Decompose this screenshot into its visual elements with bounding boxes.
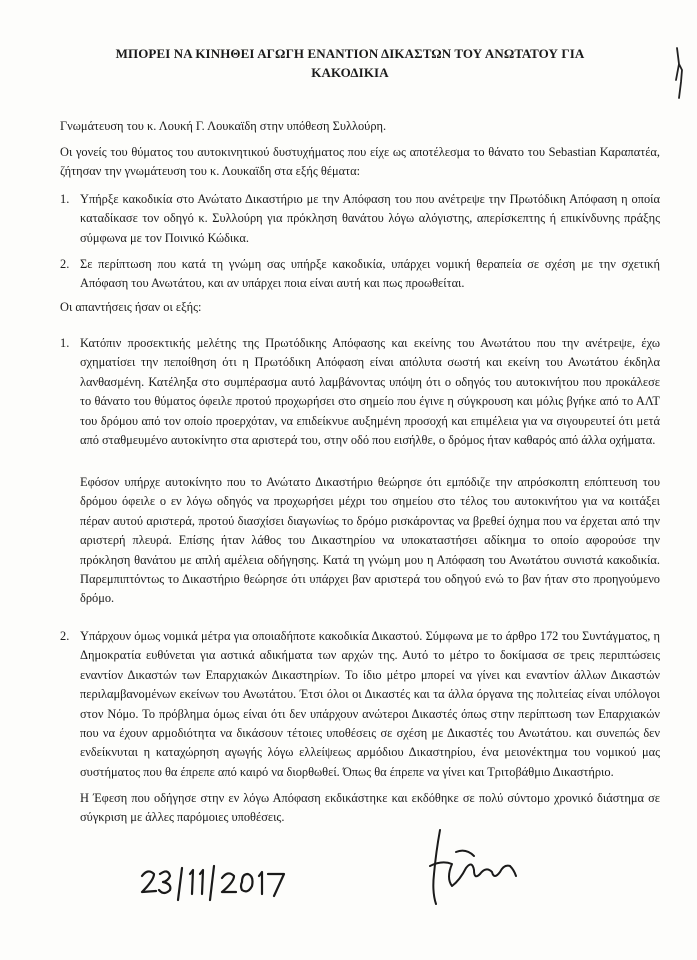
- question-2-number: 2.: [60, 257, 70, 271]
- margin-ink-mark: [673, 40, 687, 110]
- handwritten-date: [138, 862, 298, 902]
- answer-1-continued: Εφόσον υπήρχε αυτοκίνητο που το Ανώτατο Δικαστήριο θεώρησε ότι εμπόδιζε την απρόσκοπτη επόπτευση του δρόμου όφειλε ο εν λόγω οδηγός να προχωρήσει μέχρι του σημείου στο τέλος του αυτοκινήτου για να κοιτάξει πέραν αυτού αριστερά, προτού διασχίσει διαγωνίως το δρόμο ρισκάροντας να βρεθεί όχημα που να έρχεται από την αριστερή πλευρά. Επίσης ήταν λάθος του Δικαστηρίου να υποκαταστήσει αδίκημα το οποίο αφορούσε την πρόκληση θανάτου με απλή αμέλεια οδήγησης. Κατά τη γνώμη μου η Απόφαση του Ανωτάτου συνιστά κακοδικία. Παρεμπιπτόντως το Δικαστήριο θεώρησε ότι υπάρχει βαν αριστερά του οδηγού ενώ το βαν ήταν στο προηγούμενο δρόμο.: [80, 475, 660, 606]
- question-1-number: 1.: [60, 192, 70, 206]
- answer-2-continued: Η Έφεση που οδήγησε στην εν λόγω Απόφαση εκδικάστηκε και εκδόθηκε σε πολύ σύντομο χρονικό διάστημα σε σύγκριση με άλλες παρόμοιες υποθέσεις.: [80, 791, 660, 825]
- answer-2-text: Υπάρχουν όμως νομικά μέτρα για οποιαδήποτε κακοδικία Δικαστού. Σύμφωνα με το άρθρο 172 του Συντάγματος, η Δημοκρατία ευθύνεται για αστικά αδικήματα των αρχών της. Αυτό το μέτρο το δοκίμασα σε τρεις περιπτώσεις εναντίον Δικαστών των Επαρχιακών Δικαστηρίων. Το ίδιο μέτρο μπορεί να γίνει και εναντίον άλλων Δικαστών περιλαμβανομένων εκείνων του Ανωτάτου. Έτσι όλοι οι Δικαστές και τα άλλα όργανα της πολιτείας είναι υπόλογοι στον Νόμο. Το πρόβλημα όμως είναι ότι δεν υπάρχουν ανώτεροι Δικαστές όπως στην περίπτωση των Επαρχιακών που να έχουν αρμοδιότητα να δικάσουν τέτοιες υποθέσεις σε σχέση με Δικαστές του Ανωτάτου. και συνεπώς δεν ενδείκνυται η καταχώρηση αγωγής λόγω ελλείψεως αρμόδιου Δικαστηρίου, ένα μειονέκτημα του νομικού μας συστήματος που θα έπρεπε από καιρό να διορθωθεί. Όπως θα έπρεπε να γίνει και Τριτοβάθμιο Δικαστήριο.: [80, 629, 660, 779]
- question-2-text: Σε περίπτωση που κατά τη γνώμη σας υπήρξε κακοδικία, υπάρχει νομική θεραπεία σε σχέση με την σχετική Απόφαση του Ανωτάτου, και αν υπάρχει ποια είναι αυτή και πως προωθείται.: [80, 257, 660, 291]
- answer-1-number: 1.: [60, 336, 70, 350]
- question-1-text: Υπήρξε κακοδικία στο Ανώτατο Δικαστήριο με την Απόφαση του που ανέτρεψε την Πρωτόδικη Απόφαση η οποία καταδίκασε τον οδηγό κ. Συλλούρη για πρόκληση θανάτου λόγω αλόγιστης, απερίσκεπτης ή επικίνδυνης πράξης σύμφωνα με τον Ποινικό Κώδικα.: [80, 192, 660, 245]
- title-line-1: ΜΠΟΡΕΙ ΝΑ ΚΙΝΗΘΕΙ ΑΓΩΓΗ ΕΝΑΝΤΙΟΝ ΔΙΚΑΣΤΩΝ ΤΟΥ ΑΝΩΤΑΤΟΥ ΓΙΑ: [115, 46, 585, 61]
- context-paragraph: Οι γονείς του θύματος του αυτοκινητικού δυστυχήματος που είχε ως αποτέλεσμα το θάνατο του Sebastian Καραπατέα, ζήτησαν την γνωμάτευση του κ. Λουκαϊδη στα εξής θέματα:: [60, 145, 660, 179]
- document-title: [60, 44, 640, 82]
- intro-paragraph: Γνωμάτευση του κ. Λουκή Γ. Λουκαϊδη στην υπόθεση Συλλούρη.: [60, 119, 387, 133]
- title-line-2: ΚΑΚΟΔΙΚΙΑ: [311, 65, 389, 80]
- answer-1-text: Κατόπιν προσεκτικής μελέτης της Πρωτόδικης Απόφασης και εκείνης του Ανωτάτου που την ανέτρεψε, έχω σχηματίσει την πεποίθηση ότι η Πρωτόδικη Απόφαση είναι απόλυτα σωστή και εκείνη του Ανωτάτου έκδηλα λανθασμένη. Κατέληξα στο συμπέρασμα αυτό λαμβάνοντας υπόψη ότι ο οδηγός του αυτοκινήτου που προκάλεσε το θάνατο του θύματος όφειλε προτού προχωρήσει στο σημείο που έγινε η σύγκρουση και μόλις βγήκε από το ΑΛΤ του δρόμου από τον οποίο προερχόταν, να επιδείκνυε αυξημένη προσοχή και επιμέλεια για να σιγουρευτεί ότι μετά από σταθμευμένο αυτοκίνητο στα αριστερά του, στην οδό που εισήλθε, ο δρόμος ήταν καθαρός από άλλα οχήματα.: [80, 336, 660, 448]
- answers-intro: Οι απαντήσεις ήσαν οι εξής:: [60, 300, 202, 314]
- answer-2-number: 2.: [60, 629, 70, 643]
- signature: [422, 822, 532, 912]
